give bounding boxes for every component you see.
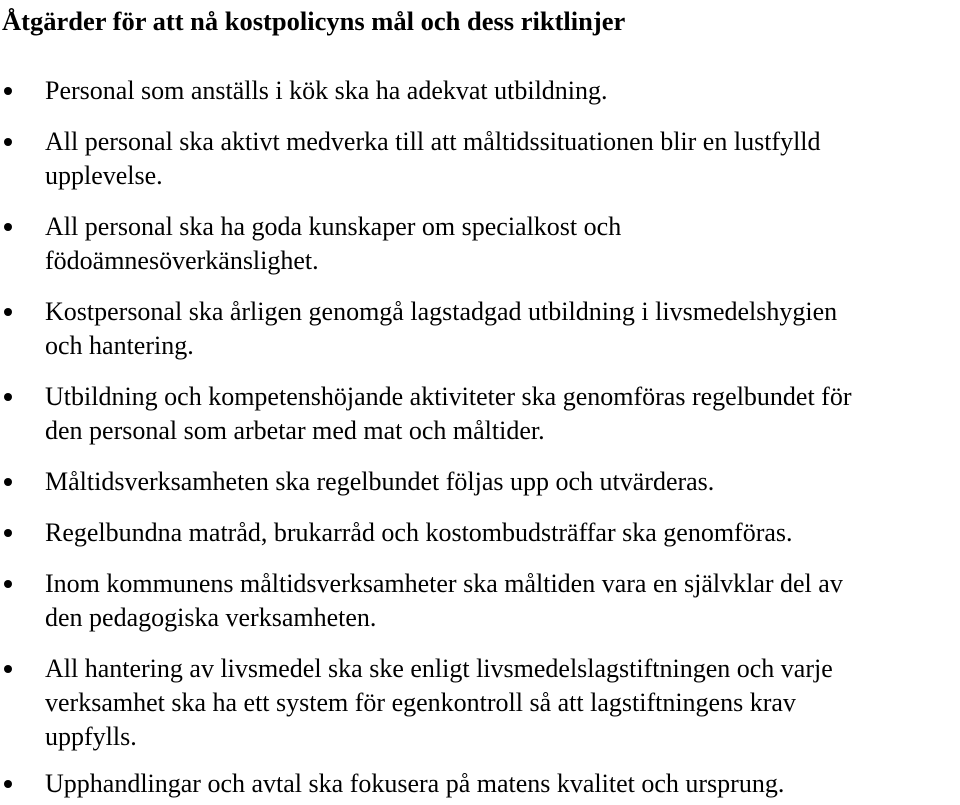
bullet-icon	[4, 308, 12, 316]
list-item-text: All personal ska ha goda kunskaper om specialkost och födoämnesöverkänslighet.	[45, 212, 622, 275]
bullet-icon	[4, 580, 12, 588]
list-item-text: Kostpersonal ska årligen genomgå lagstadgad utbildning i livsmedelshygien och hantering.	[45, 297, 838, 360]
list-item-text: Måltidsverksamheten ska regelbundet följas upp och utvärderas.	[45, 467, 715, 496]
bullet-icon	[4, 138, 12, 146]
bullet-icon	[4, 393, 12, 401]
document-heading: Åtgärder för att nå kostpolicyns mål och dess riktlinjer	[2, 6, 626, 36]
bullet-icon	[4, 223, 12, 231]
list-item-text: Utbildning och kompetenshöjande aktiviteter ska genomföras regelbundet för den personal som arbetar med mat och måltider.	[45, 382, 852, 445]
list-item-text: Inom kommunens måltidsverksamheter ska måltiden vara en självklar del av den pedagogiska verksamheten.	[45, 569, 843, 632]
bullet-icon	[4, 478, 12, 486]
list-item-text: Regelbundna matråd, brukarråd och kostombudsträffar ska genomföras.	[45, 518, 793, 547]
list-item-text: Upphandlingar och avtal ska fokusera på matens kvalitet och ursprung.	[45, 769, 785, 798]
list-item-text: Personal som anställs i kök ska ha adekvat utbildning.	[45, 76, 608, 105]
bullet-icon	[4, 87, 12, 95]
bullet-icon	[4, 665, 12, 673]
bullet-icon	[4, 529, 12, 537]
list-item-text: All hantering av livsmedel ska ske enligt livsmedelslagstiftningen och varje verksamhet ska ha ett system för egenkontroll så att lagstiftningens krav uppfylls.	[45, 654, 833, 751]
list-item-text: All personal ska aktivt medverka till att måltidssituationen blir en lustfylld upplevelse.	[45, 127, 821, 190]
bullet-icon	[4, 780, 12, 788]
